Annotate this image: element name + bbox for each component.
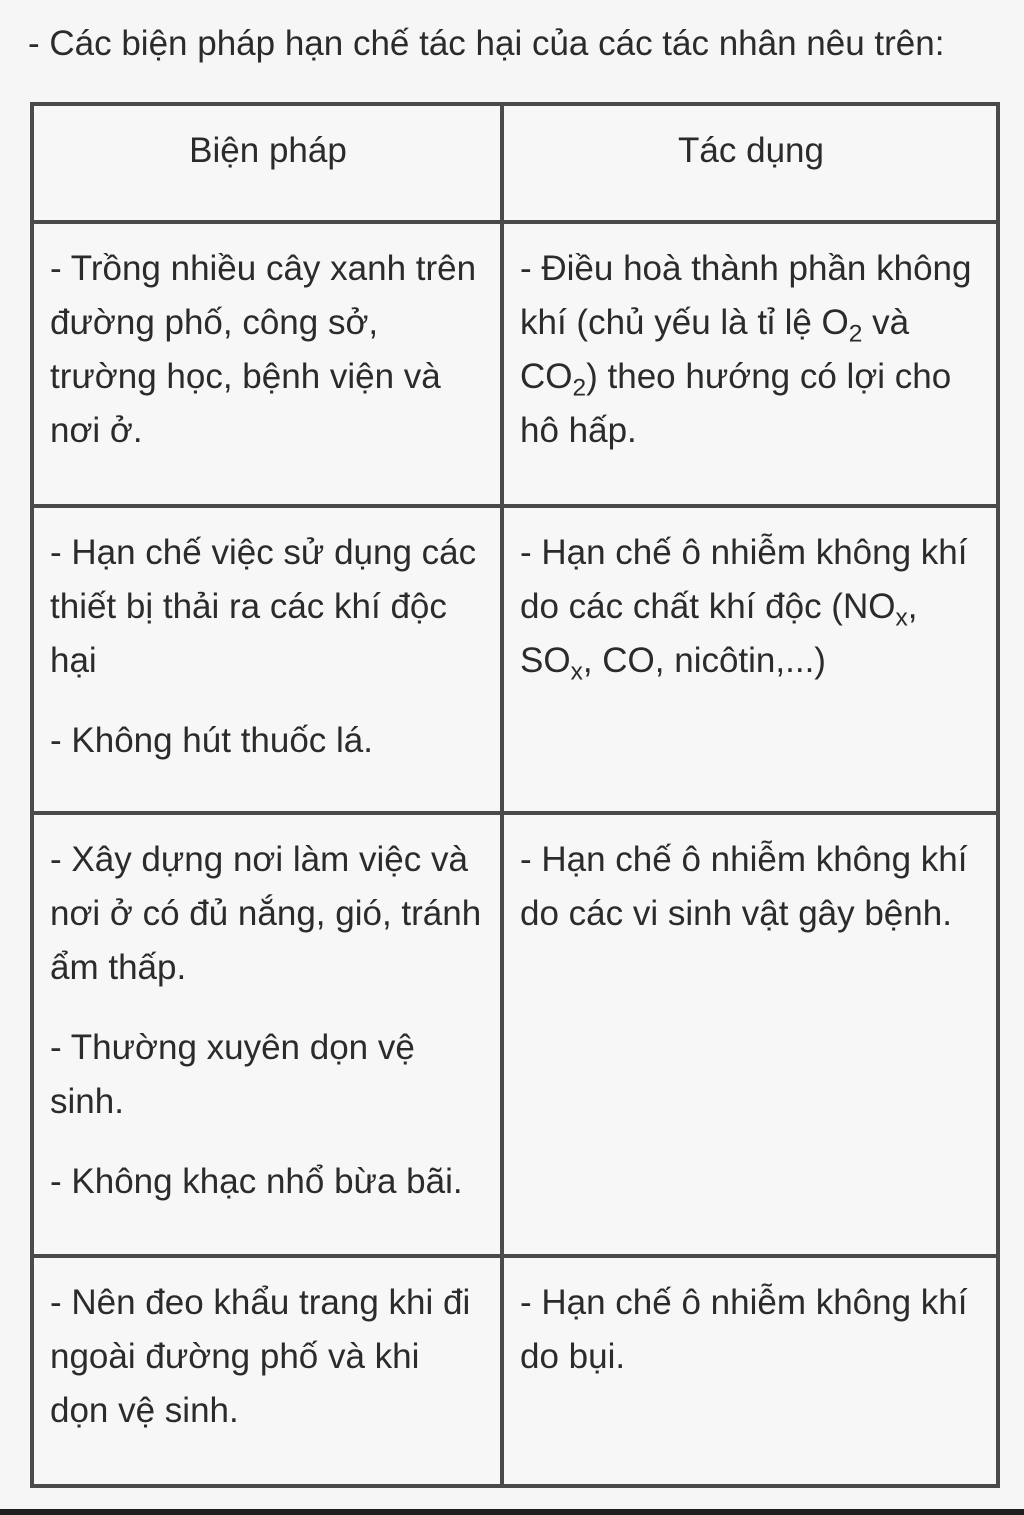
effect-text: ) theo hướng có lợi cho hô hấp. bbox=[520, 357, 952, 450]
measure-cell bbox=[32, 222, 502, 506]
table-header-row bbox=[32, 104, 998, 222]
table-row bbox=[32, 813, 998, 1256]
intro-text: - Các biện pháp hạn chế tác hại của các tác nhân nêu trên: bbox=[28, 24, 945, 63]
table-row bbox=[32, 222, 998, 506]
effect-text: - Hạn chế ô nhiễm không khí do các chất khí độc (NO bbox=[520, 533, 968, 626]
header-measure: Biện pháp bbox=[32, 104, 502, 222]
effect-cell bbox=[502, 506, 998, 813]
subscript: x bbox=[570, 658, 583, 686]
measure-text: - Không khạc nhổ bừa bãi. bbox=[50, 1162, 463, 1201]
subscript: 2 bbox=[572, 374, 587, 402]
effect-cell bbox=[502, 1256, 998, 1486]
measure-text: - Xây dựng nơi làm việc và nơi ở có đủ nắng, gió, tránh ẩm thấp. bbox=[50, 840, 482, 987]
subscript: 2 bbox=[848, 320, 863, 348]
effect-text: - Hạn chế ô nhiễm không khí do các vi sinh vật gây bệnh. bbox=[520, 840, 968, 933]
effect-cell bbox=[502, 222, 998, 506]
effect-cell bbox=[502, 813, 998, 1256]
effect-text: - Hạn chế ô nhiễm không khí do bụi. bbox=[520, 1283, 968, 1376]
header-effect: Tác dụng bbox=[502, 104, 998, 222]
measures-table bbox=[30, 102, 1000, 1488]
measure-cell bbox=[32, 1256, 502, 1486]
effect-text: , SO bbox=[520, 587, 918, 680]
bottom-edge bbox=[0, 1509, 1024, 1515]
measure-cell bbox=[32, 813, 502, 1256]
measure-text: - Không hút thuốc lá. bbox=[50, 721, 373, 760]
effect-text: , CO, nicôtin,...) bbox=[582, 641, 826, 680]
table-row bbox=[32, 1256, 998, 1486]
measure-text: - Thường xuyên dọn vệ sinh. bbox=[50, 1028, 415, 1121]
measure-text: - Nên đeo khẩu trang khi đi ngoài đường phố và khi dọn vệ sinh. bbox=[50, 1283, 471, 1430]
subscript: x bbox=[895, 604, 908, 632]
measure-cell bbox=[32, 506, 502, 813]
measure-text: - Hạn chế việc sử dụng các thiết bị thải ra các khí độc hại bbox=[50, 533, 477, 680]
effect-text: - Điều hoà thành phần không khí (chủ yếu là tỉ lệ O bbox=[520, 249, 972, 342]
table-row bbox=[32, 506, 998, 813]
measure-text: - Trồng nhiều cây xanh trên đường phố, công sở, trường học, bệnh viện và nơi ở. bbox=[50, 249, 477, 450]
effect-text: và CO bbox=[520, 303, 910, 396]
